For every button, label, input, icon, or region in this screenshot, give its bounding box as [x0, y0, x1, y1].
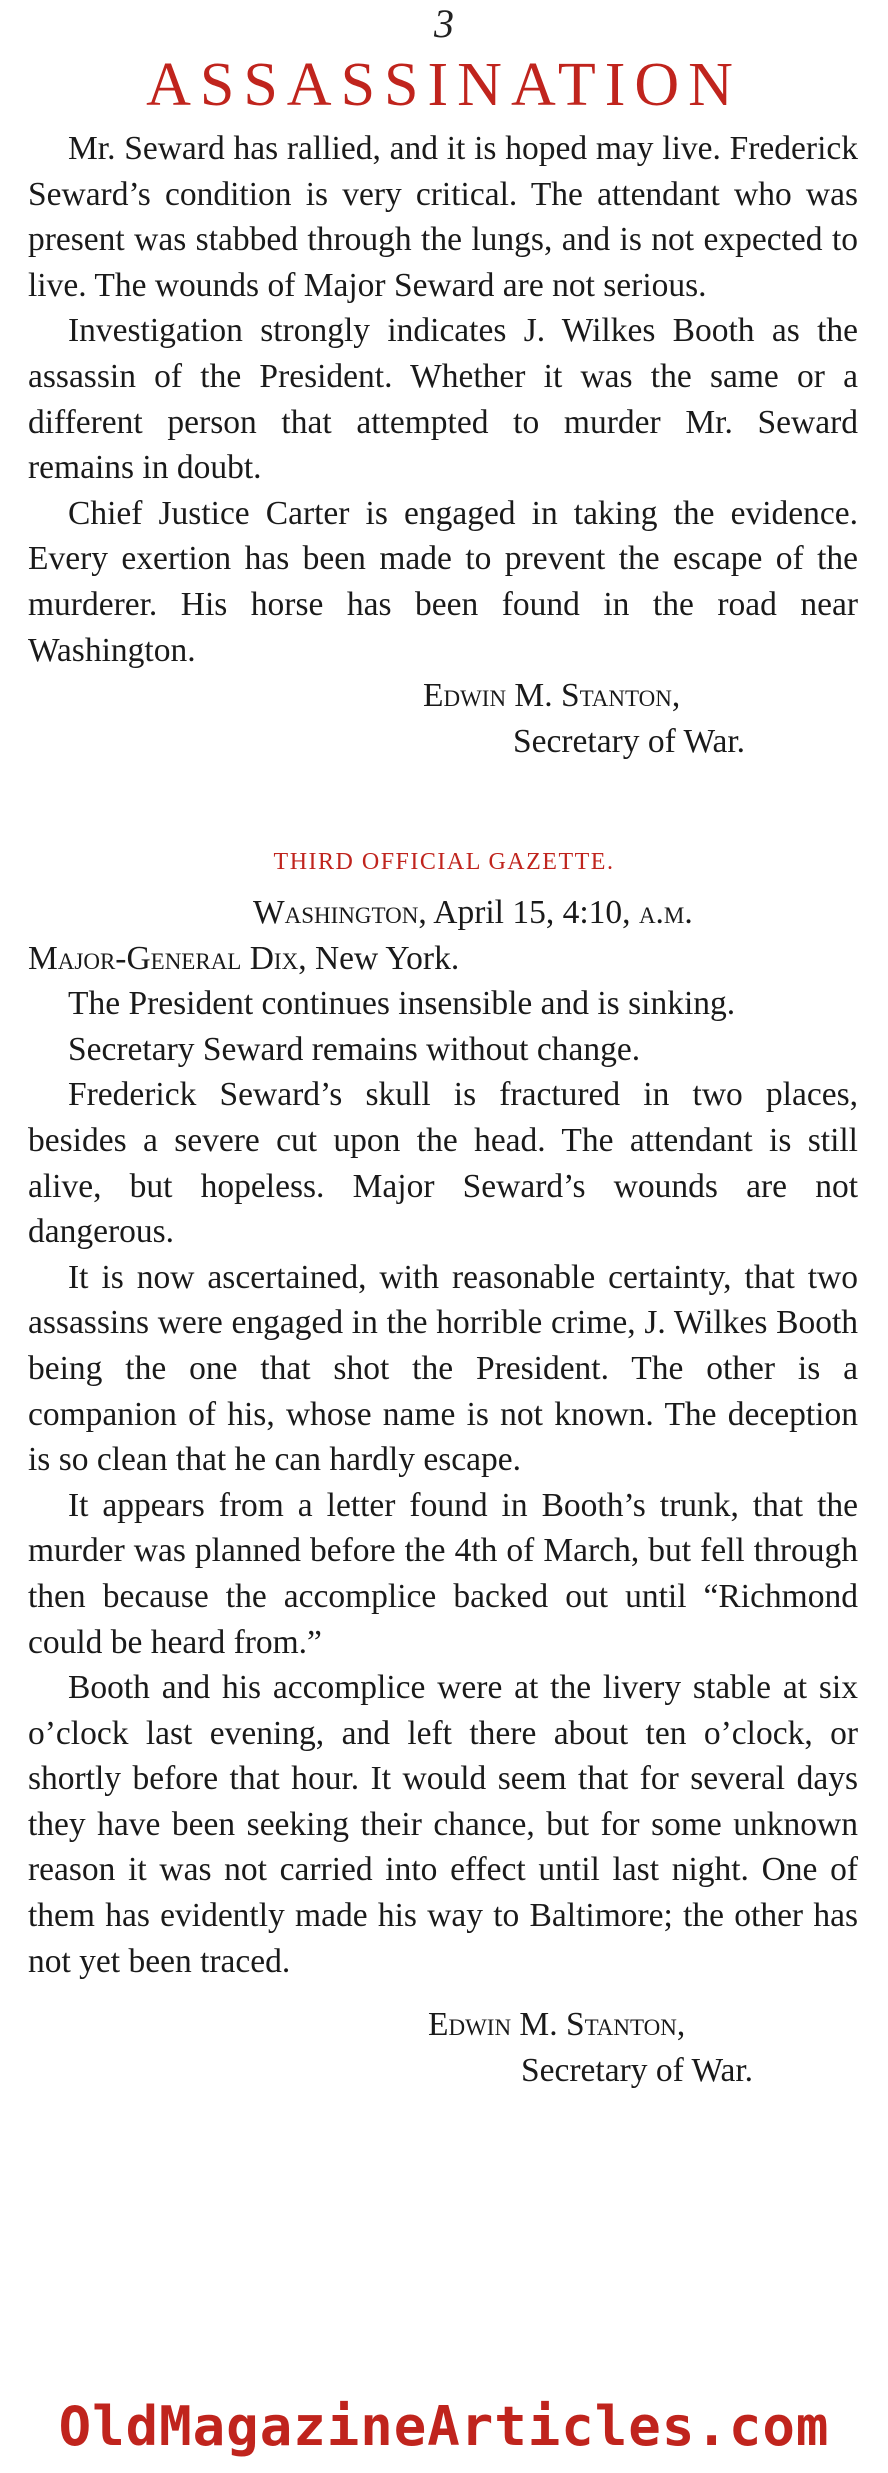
paragraph: It is now ascertained, with reasonable certainty, that two assassins were engaged in the horrible crime, J. Wilkes Booth being the one that shot the President. The other is a companion of his, whose name is not known. The deception is so clean that he can hardly escape. [28, 1258, 858, 1479]
paragraph: Mr. Seward has rallied, and it is hoped may live. Frederick Seward’s condition is very critical. The attendant who was present was stabbed through the lungs, and is not expected to live. The wounds of Major Seward are not serious. [28, 130, 858, 304]
headline: ASSASSINATION [146, 51, 742, 119]
paragraph: It appears from a letter found in Booth’s trunk, that the murder was planned before the 4th of March, but fell through then because the accomplice backed out until “Richmond could be heard from.” [28, 1486, 858, 1661]
signature-name: Edwin M. Stanton, [428, 2006, 686, 2044]
paragraph: Investigation strongly indicates J. Wilkes Booth as the assassin of the President. Whether it was the same or a different person that attempted to murder Mr. Seward remains in doubt. [28, 312, 858, 487]
paragraph: Booth and his accomplice were at the livery stable at six o’clock last evening, and left there about ten o’clock, or shortly before that hour. It would seem that for several days they have been seeking their chance, but for some unknown reason it was not carried into effect until last night. One of them has evidently made his way to Baltimore; the other has not yet been traced. [28, 1669, 858, 1980]
dateline [28, 890, 858, 936]
dispatch-one [28, 126, 858, 764]
dispatch-two [28, 890, 858, 2093]
addressee-city: New York. [314, 939, 460, 977]
paragraph: The President continues insensible and is sinking. [68, 985, 736, 1023]
addressee-name: Major-General Dix, [28, 939, 307, 977]
dateline-time: April 15, 4:10, [433, 894, 631, 931]
paragraph: Chief Justice Carter is engaged in taking the evidence. Every exertion has been made to prevent the escape of the murderer. His horse has been found in the road near Washington. [28, 494, 858, 669]
addressee [28, 936, 858, 982]
site-watermark: OldMagazineArticles.com [58, 2395, 830, 2458]
signature-title: Secretary of War. [521, 2051, 754, 2089]
signature-name: Edwin M. Stanton, [423, 677, 681, 715]
paragraph: Secretary Seward remains without change. [68, 1030, 641, 1068]
signature-title: Secretary of War. [513, 722, 746, 760]
paragraph: Frederick Seward’s skull is fractured in two places, besides a severe cut upon the head. The attendant is still alive, but hopeless. Major Seward’s wounds are not dangerous. [28, 1076, 858, 1251]
dateline-ampm: a.m. [638, 894, 693, 931]
gazette-heading: THIRD OFFICIAL GAZETTE. [273, 849, 615, 875]
page-number: 3 [434, 1, 454, 46]
dateline-place: Washington, [253, 894, 427, 931]
